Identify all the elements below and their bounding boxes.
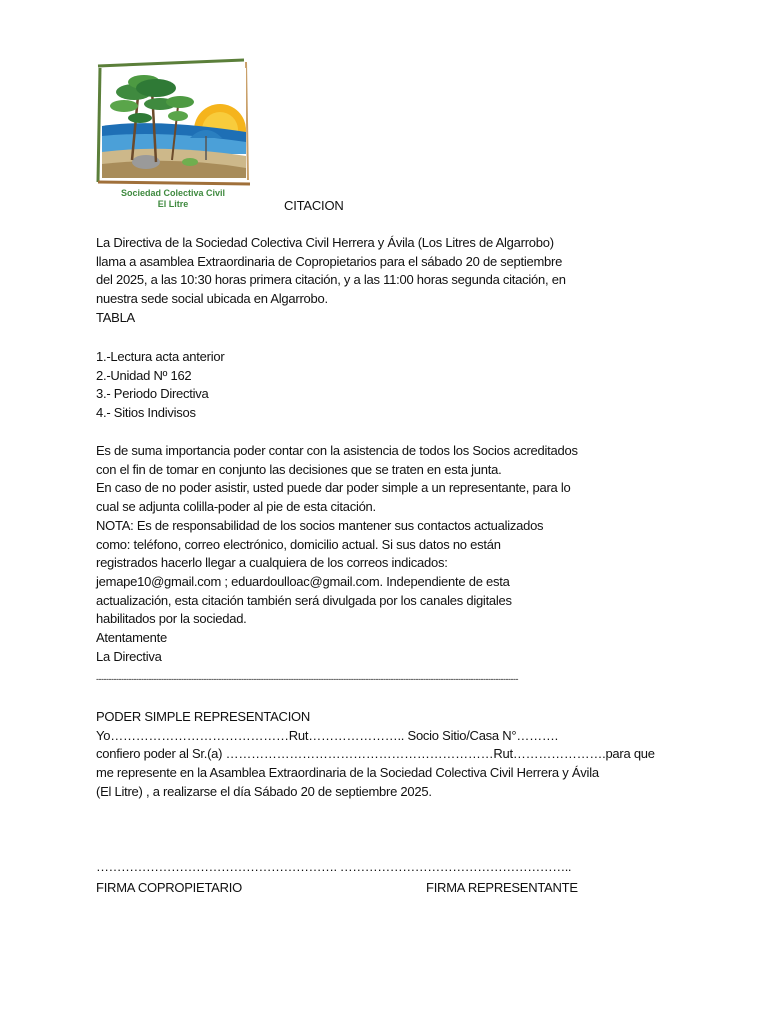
logo-text-line2: El Litre <box>157 199 189 209</box>
body-paragraph <box>96 442 578 666</box>
contact-emails: jemape10@gmail.com ; eduardoulloac@gmail.com. Independiente de esta <box>96 573 510 589</box>
note-line: registrados hacerlo llegar a cualquiera de los correos indicados: <box>96 555 448 571</box>
note-line: como: teléfono, correo electrónico, domicilio actual. Si sus datos no están <box>96 536 501 552</box>
agenda-item: 1.-Lectura acta anterior <box>96 349 225 364</box>
body-line: cual se adjunta colilla-poder al pie de esta citación. <box>96 499 376 515</box>
note-line: actualización, esta citación también será divulgada por los canales digitales <box>96 592 512 608</box>
agenda-list <box>96 348 224 423</box>
proxy-line: (El Litre) , a realizarse el día Sábado 20 de septiembre 2025. <box>96 783 432 799</box>
owner-signature-label: FIRMA COPROPIETARIO <box>96 880 242 895</box>
body-line: En caso de no poder asistir, usted puede dar poder simple a un representante, para lo <box>96 480 571 496</box>
intro-paragraph <box>96 234 566 328</box>
proxy-line: Yo……………………………………Rut………………….. Socio Sitio/Casa N°………. <box>96 727 558 743</box>
signatory: La Directiva <box>96 648 162 664</box>
body-line: con el fin de tomar en conjunto las decisiones que se traten en esta junta. <box>96 461 502 477</box>
society-logo <box>94 56 252 216</box>
proxy-line: confiero poder al Sr.(a) ………………………………………………………Rut………………….para que <box>96 746 655 762</box>
agenda-item: 3.- Periodo Directiva <box>96 386 209 402</box>
representative-signature-label: FIRMA REPRESENTANTE <box>426 880 578 895</box>
intro-line: del 2025, a las 10:30 horas primera citación, y a las 11:00 horas segunda citación, en <box>96 272 566 288</box>
body-line: Es de suma importancia poder contar con la asistencia de todos los Socios acreditados <box>96 443 578 458</box>
intro-line: llama a asamblea Extraordinaria de Copropietarios para el sábado 20 de septiembre <box>96 253 563 269</box>
agenda-item: 4.- Sitios Indivisos <box>96 405 196 421</box>
proxy-line: me represente en la Asamblea Extraordinaria de la Sociedad Colectiva Civil Herrera y Ávila <box>96 765 599 781</box>
note-line: habilitados por la sociedad. <box>96 611 247 627</box>
proxy-form <box>96 708 655 802</box>
intro-line: La Directiva de la Sociedad Colectiva Civil Herrera y Ávila (Los Litres de Algarrobo) <box>96 235 554 250</box>
agenda-heading: TABLA <box>96 309 135 325</box>
logo-text-line1: Sociedad Colectiva Civil <box>120 188 226 198</box>
signature-lines: …………………………………………………. ……………………………………………….. <box>96 859 571 874</box>
cut-line-separator: ------------------------------------------------------------------------------------------------------------------------------------------------------------------------- <box>96 674 519 682</box>
closing: Atentamente <box>96 630 167 646</box>
proxy-heading: PODER SIMPLE REPRESENTACION <box>96 709 311 724</box>
intro-line: nuestra sede social ubicada en Algarrobo. <box>96 291 328 307</box>
note-line: NOTA: Es de responsabilidad de los socios mantener sus contactos actualizados <box>96 517 544 533</box>
document-title: CITACION <box>284 198 344 213</box>
agenda-item: 2.-Unidad Nº 162 <box>96 367 192 383</box>
logo-illustration <box>94 56 252 186</box>
